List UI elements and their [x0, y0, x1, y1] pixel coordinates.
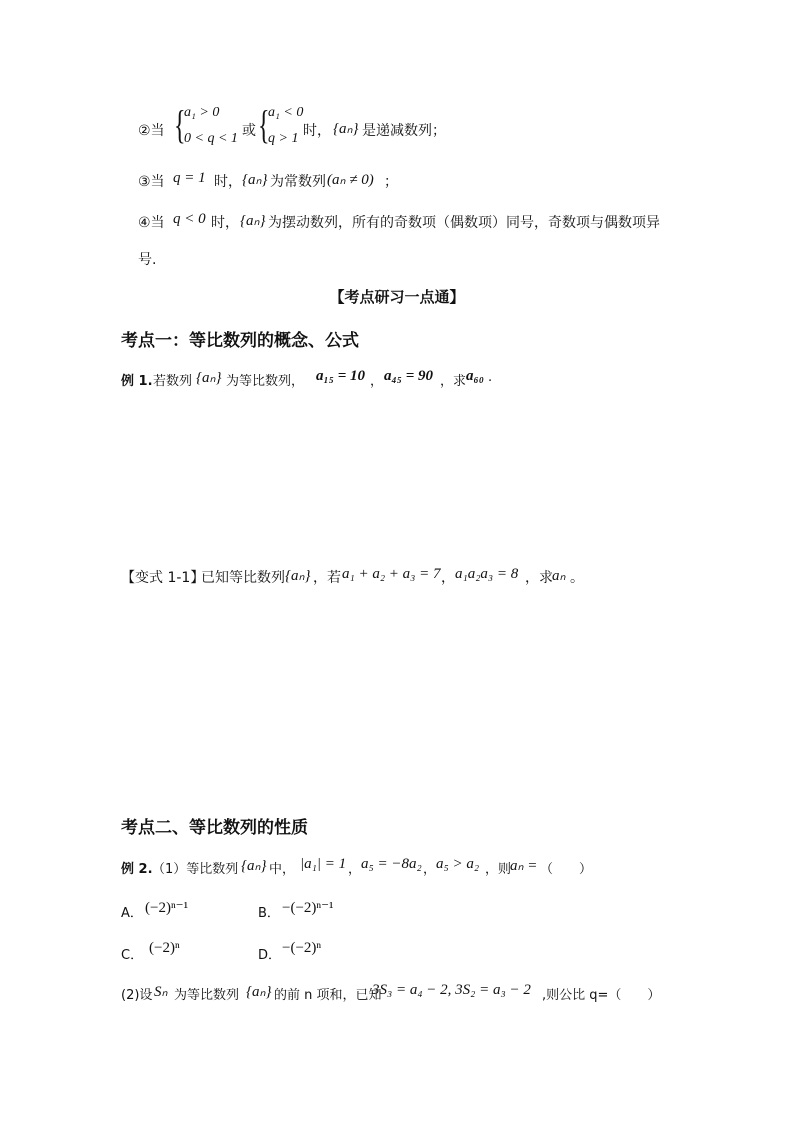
- part-2-equation: 3S₃ = a₄ − 2, 3S₂ = a₃ − 2: [372, 982, 531, 998]
- example-2-eq-2: a₅ = −8a₂: [361, 856, 422, 872]
- section-banner: 【考点研习一点通】: [329, 288, 465, 306]
- part-2-text-3: 的前 n 项和，已知: [274, 988, 382, 1003]
- case-4-continuation: 号.: [138, 252, 157, 268]
- variant-eq-2: a₁a₂a₃ = 8: [455, 566, 519, 582]
- case-3-number: ③当: [138, 174, 165, 190]
- part-2-question: ,则公比 q=（ ）: [542, 988, 661, 1003]
- case-4-number: ④当: [138, 215, 165, 231]
- example-2-text-2: 中，: [269, 862, 296, 877]
- example-2-answer-blank: （ ）: [540, 862, 593, 877]
- system-2-cond-1: a₁ < 0: [268, 105, 304, 120]
- case-3-sequence: {aₙ}: [242, 172, 268, 188]
- example-1-sequence: {aₙ}: [196, 370, 222, 386]
- example-1-sep: ，: [370, 374, 384, 389]
- system-2-cond-2: q > 1: [268, 131, 299, 146]
- case-2-conclusion: 是递减数列；: [362, 123, 446, 139]
- example-1-end: .: [488, 370, 493, 385]
- example-1-eq-1: a₁₅ = 10: [316, 368, 366, 384]
- example-1-text-1: 若数列: [153, 374, 193, 389]
- system-1-cond-1: a₁ > 0: [184, 105, 220, 120]
- option-d-expr: −(−2)ⁿ: [282, 940, 322, 956]
- example-2-sep-1: ，: [348, 862, 362, 877]
- system-2: [268, 100, 303, 152]
- option-b-expr: −(−2)ⁿ⁻¹: [282, 900, 334, 916]
- option-c-expr: (−2)ⁿ: [149, 940, 180, 956]
- example-1-text-3: ，求: [440, 374, 467, 389]
- example-2-eq-3: a₅ > a₂: [436, 856, 480, 872]
- option-d-key: D．: [258, 948, 282, 963]
- case-2-sequence: {aₙ}: [333, 121, 359, 137]
- option-c-key: C．: [121, 948, 144, 963]
- system-1-cond-2: 0 < q < 1: [184, 131, 238, 146]
- example-2-label: 例 2.: [121, 862, 153, 877]
- case-3-end: ；: [384, 174, 398, 190]
- or-word: 或: [242, 123, 256, 139]
- example-2-text-1: （1）等比数列: [152, 862, 239, 877]
- example-2-sequence: {aₙ}: [241, 858, 267, 874]
- part-2-text-2: 为等比数列: [174, 988, 240, 1003]
- variant-sequence: {aₙ}: [285, 568, 311, 584]
- case-2-when: 时，: [303, 123, 331, 139]
- variant-text-1: 已知等比数列: [201, 570, 285, 586]
- variant-label: 【变式 1-1】: [121, 570, 205, 586]
- option-b-key: B．: [258, 906, 280, 921]
- example-1-target: a₆₀: [466, 368, 484, 384]
- example-2-eq-1: |a₁| = 1: [300, 856, 347, 872]
- variant-text-3: ，求: [525, 570, 553, 586]
- system-1: [184, 100, 238, 152]
- example-2-eq-4: aₙ =: [510, 858, 538, 874]
- case-3-condition-paren: (aₙ ≠ 0): [327, 172, 374, 188]
- case-4-sequence: {aₙ}: [240, 213, 266, 229]
- example-1-eq-2: a₄₅ = 90: [384, 368, 434, 384]
- case-4-conclusion: 为摆动数列，所有的奇数项（偶数项）同号，奇数项与偶数项异: [268, 215, 660, 231]
- case-3-when: 时，: [214, 174, 242, 190]
- part-2-sn: Sₙ: [154, 984, 168, 1000]
- variant-eq-1: a₁ + a₂ + a₃ = 7: [342, 566, 441, 582]
- variant-text-2: ，若: [313, 570, 341, 586]
- topic-2-title: 考点二、等比数列的性质: [121, 818, 308, 838]
- case-3-conclusion: 为常数列: [270, 174, 326, 190]
- part-2-text-1: (2)设: [121, 988, 153, 1003]
- example-1-label: 例 1.: [121, 374, 153, 389]
- left-brace-2: {: [258, 102, 270, 147]
- variant-end: 。: [570, 570, 584, 586]
- example-1-text-2: 为等比数列，: [226, 374, 305, 389]
- left-brace-1: {: [174, 102, 186, 147]
- example-2-sep-2: ，: [423, 862, 437, 877]
- option-a-key: A．: [121, 906, 143, 921]
- topic-1-title: 考点一：等比数列的概念、公式: [121, 331, 359, 351]
- case-3-condition: q = 1: [173, 170, 206, 186]
- option-a-expr: (−2)ⁿ⁻¹: [145, 900, 189, 916]
- variant-sep: ，: [441, 570, 455, 586]
- case-4-condition: q < 0: [173, 211, 206, 227]
- variant-target: aₙ: [552, 568, 566, 584]
- case-2-number: ②当: [138, 123, 165, 139]
- case-4-when: 时，: [211, 215, 239, 231]
- example-2-text-3: ，则: [485, 862, 512, 877]
- part-2-sequence: {aₙ}: [246, 984, 272, 1000]
